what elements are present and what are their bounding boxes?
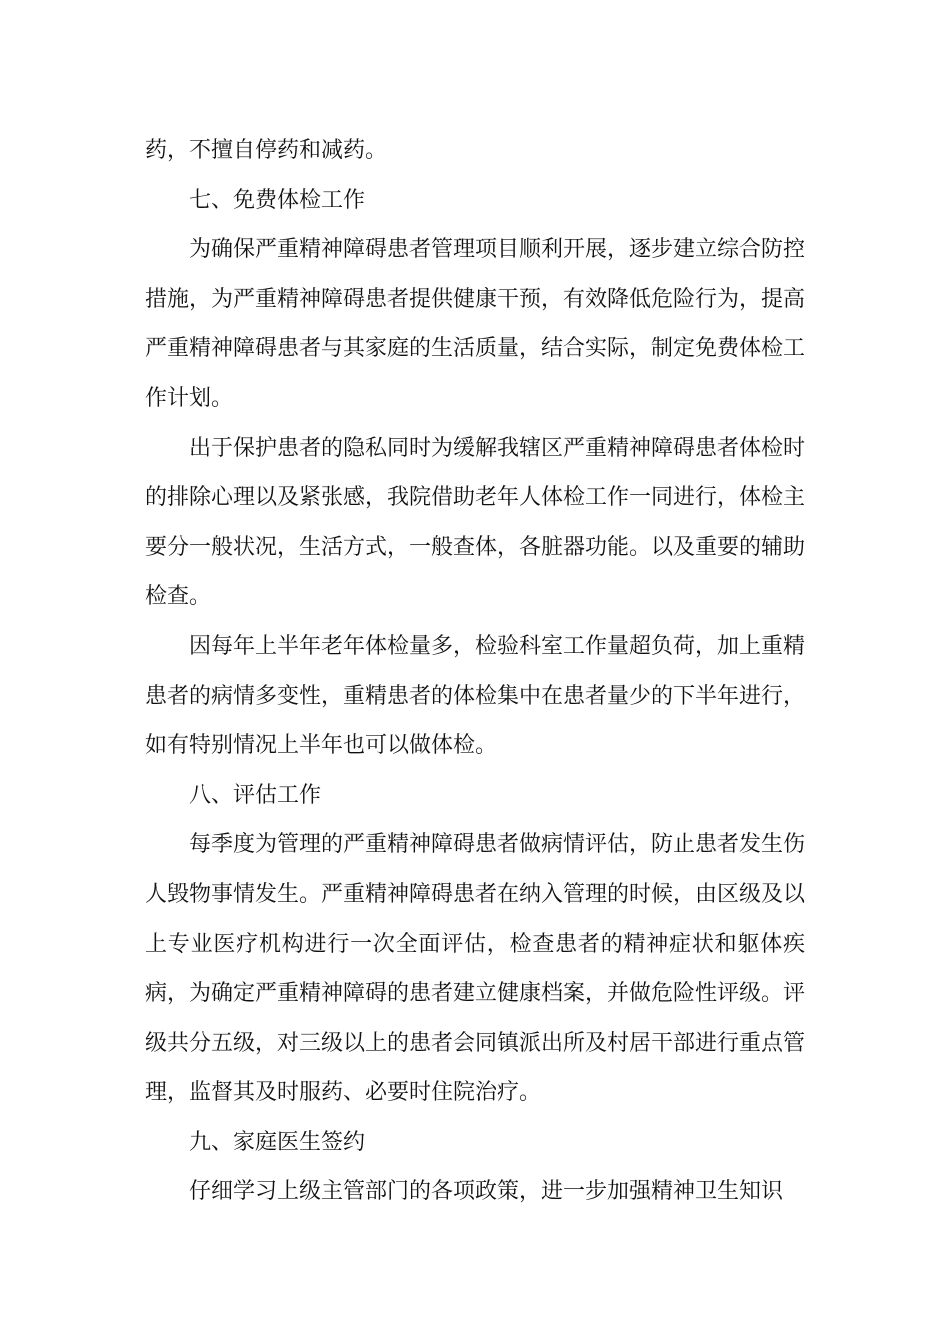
section-heading-physical-exam: 七、免费体检工作 [189,187,366,213]
paragraph-family-doctor: 仔细学习上级主管部门的各项政策，进一步加强精神卫生知识 [189,1179,784,1205]
paragraph-exam-purpose: 为确保严重精神障碍患者管理项目顺利开展，逐步建立综合防控措施，为严重精神障碍患者提供健康干预，有效降低危险行为，提高严重精神障碍患者与其家庭的生活质量，结合实际，制定免费体检工作计划。 [145,237,806,411]
paragraph-continuation: 药，不擅自停药和减药。 [145,138,388,163]
paragraph-exam-schedule: 因每年上半年老年体检量多，检验科室工作量超负荷，加上重精患者的病情多变性，重精患者的体检集中在患者量少的下半年进行，如有特别情况上半年也可以做体检。 [145,633,806,759]
document-body [145,126,805,1217]
paragraph-assessment: 每季度为管理的严重精神障碍患者做病情评估，防止患者发生伤人毁物事情发生。严重精神障碍患者在纳入管理的时候，由区级及以上专业医疗机构进行一次全面评估，检查患者的精神症状和躯体疾病，为确定严重精神障碍的患者建立健康档案，并做危险性评级。评级共分五级，对三级以上的患者会同镇派出所及村居干部进行重点管理，监督其及时服药、必要时住院治疗。 [145,832,806,1106]
section-heading-assessment: 八、评估工作 [189,782,322,808]
section-heading-family-doctor: 九、家庭医生签约 [189,1129,366,1155]
paragraph-exam-privacy: 出于保护患者的隐私同时为缓解我辖区严重精神障碍患者体检时的排除心理以及紧张感，我院借助老年人体检工作一同进行，体检主要分一般状况，生活方式，一般查体，各脏器功能。以及重要的辅助检查。 [145,435,806,610]
